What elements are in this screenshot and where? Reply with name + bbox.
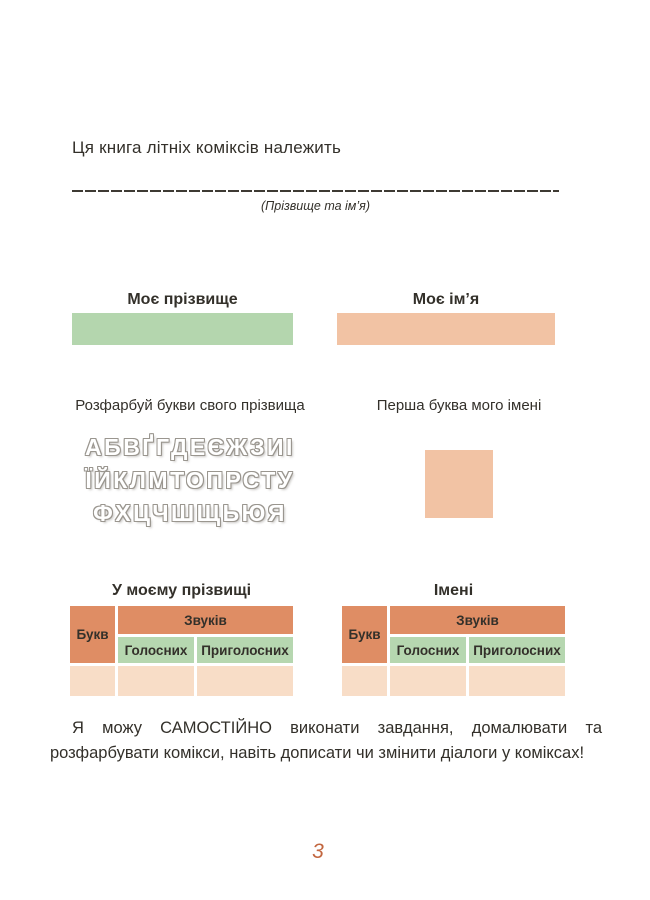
consonants-answer-cell — [469, 666, 565, 696]
alphabet-letters — [60, 431, 320, 530]
name-line-caption: (Прізвище та ім’я) — [261, 199, 370, 213]
vowels-answer-cell — [390, 666, 466, 696]
firstname-table-title: Імені — [433, 582, 474, 599]
firstname-header: Моє ім’я — [412, 291, 480, 308]
letters-answer-cell — [342, 666, 387, 696]
alphabet-row-1: АБВҐГДЕЄЖЗИІ — [85, 434, 295, 460]
alphabet-row-3: ФХЦЧШЩЬЮЯ — [93, 500, 287, 526]
firstname-color-bar — [337, 313, 555, 345]
consonants-header-cell: Приголосних — [197, 637, 293, 663]
surname-table-title: У моєму прізвищі — [111, 582, 252, 599]
surname-header: Моє прізвище — [127, 291, 238, 308]
sounds-header-cell: Звуків — [390, 606, 565, 634]
vowels-answer-cell — [118, 666, 194, 696]
self-statement: Я можу САМОСТІЙНО виконати завдання, домалювати та розфарбувати комікси, навіть дописати чи змінити діалоги у коміксах! — [50, 719, 602, 762]
vowels-header-cell: Голосних — [118, 637, 194, 663]
first-letter-box — [425, 450, 493, 518]
surname-color-bar — [72, 313, 293, 345]
sounds-header-cell: Звуків — [118, 606, 293, 634]
letters-header-cell: Букв — [342, 606, 387, 663]
name-write-line — [72, 190, 559, 192]
alphabet-instruction: Розфарбуй букви свого прізвища — [75, 397, 305, 414]
consonants-answer-cell — [197, 666, 293, 696]
letters-header-cell: Букв — [70, 606, 115, 663]
owner-label: Ця книга літніх коміксів належить — [72, 138, 342, 157]
surname-count-table — [70, 606, 293, 696]
alphabet-row-2: ЇЙКЛМТОПРСТУ — [85, 467, 295, 493]
letters-answer-cell — [70, 666, 115, 696]
vowels-header-cell: Голосних — [390, 637, 466, 663]
firstname-count-table — [342, 606, 565, 696]
page-number: 3 — [312, 840, 324, 863]
first-letter-instruction: Перша буква мого імені — [376, 397, 542, 414]
consonants-header-cell: Приголосних — [469, 637, 565, 663]
